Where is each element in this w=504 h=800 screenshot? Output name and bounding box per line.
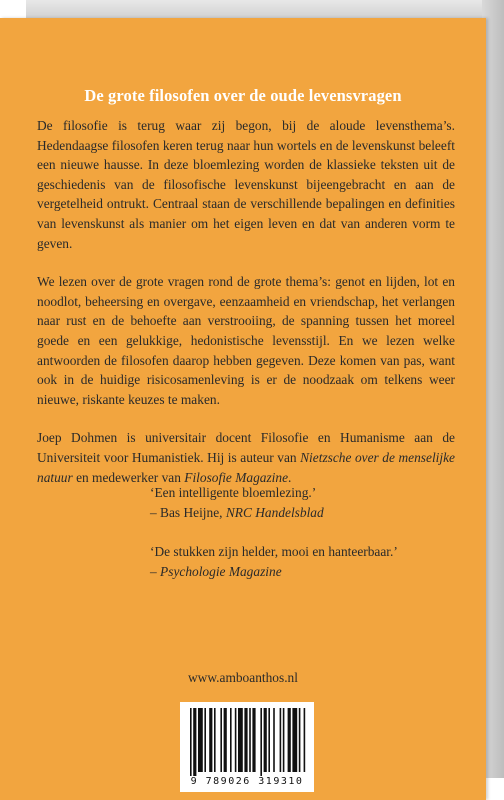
barcode-bar [190,708,192,776]
barcode-bar [252,708,255,772]
barcode-bar [283,708,285,772]
back-cover [0,18,486,800]
blurb [37,116,455,506]
barcode-bar [260,708,262,776]
barcode-bar [304,708,306,772]
review-quote-text: ‘Een intelligente bloemlezing.’ [150,485,317,500]
barcode-bar [268,708,270,772]
barcode-bar [299,708,301,772]
barcode-bar [264,708,267,772]
author-book-title: Nietzsche over de menselijke natuur [37,449,455,485]
barcode-bar [249,708,251,772]
blurb-paragraph-1: De filosofie is terug waar zij begon, bij de aloude levensthema’s. Hedendaagse filosofen keren terug naar hun wortels en de levenskunst beleeft een nieuwe hausse. In deze bloemlezing worden de klassieke teksten uit de geschiedenis van de filosofische levenskunst bijeengebracht en aan de vergetelheid ontrukt. Centraal staan de verschillende bepalingen en definities van levenskunst als manier om het eigen leven en dat van anderen vorm te geven. [37,118,455,251]
barcode [180,702,314,792]
magazine-name: Filosofie Magazine [184,469,289,485]
review-quote-2 [150,542,450,581]
barcode-bar [288,708,291,772]
barcode-bar [235,708,237,772]
publisher-website: www.amboanthos.nl [188,670,298,685]
author-bio-end: . [288,469,292,485]
author-bio [37,428,455,487]
review-quote-source [150,503,450,523]
barcode-bar [238,708,243,772]
barcode-bar [204,708,206,772]
barcode-bar [273,708,275,772]
isbn-number: 9 789026 319310 [190,776,304,787]
review-source-prefix: – Bas Heijne, [150,504,226,520]
review-quote-1 [150,483,450,522]
barcode-bar [292,708,297,772]
barcode-bar [244,708,247,772]
barcode-bar [209,708,212,772]
review-source-publication: NRC Handelsblad [225,504,324,520]
barcode-bar [198,708,203,772]
barcode-bar [214,708,216,772]
page-edge-top [26,0,504,20]
review-quote-text: ‘De stukken zijn helder, mooi en hanteerbaar.’ [150,544,398,559]
barcode-bar [220,708,222,772]
author-bio-middle: en medewerker van [72,469,185,485]
barcode-bar [224,708,227,772]
barcode-bar [280,708,282,772]
cover-title: De grote filosofen over de oude levensvragen [84,86,402,105]
barcode-bar [193,708,196,776]
barcode-bar [230,708,232,772]
barcode-bars [180,702,314,778]
blurb-paragraph-2: We lezen over de grote vragen rond de grote thema’s: genot en lijden, lot en noodlot, beheersing en overgave, eenzaamheid en vriendschap, het verlangen naar rust en de behoefte aan verstrooiing, de spanning tussen het moreel goede en een gelukkige, hedonistische levensstijl. En we lezen welke antwoorden de filosofen daarop hebben gegeven. Deze komen van pas, want ook in de huidige risicosamenleving is er de noodzaak om telkens weer nieuwe, riskante keuzes te maken. [37,274,455,407]
review-source-publication: Psychologie Magazine [160,563,282,579]
author-bio-intro: Joep Dohmen is universitair docent Filosofie en Humanisme aan de Universiteit voor Humanistiek. Hij is auteur van [37,430,455,465]
review-source-prefix: – [150,563,161,579]
review-quote-source [150,562,450,582]
